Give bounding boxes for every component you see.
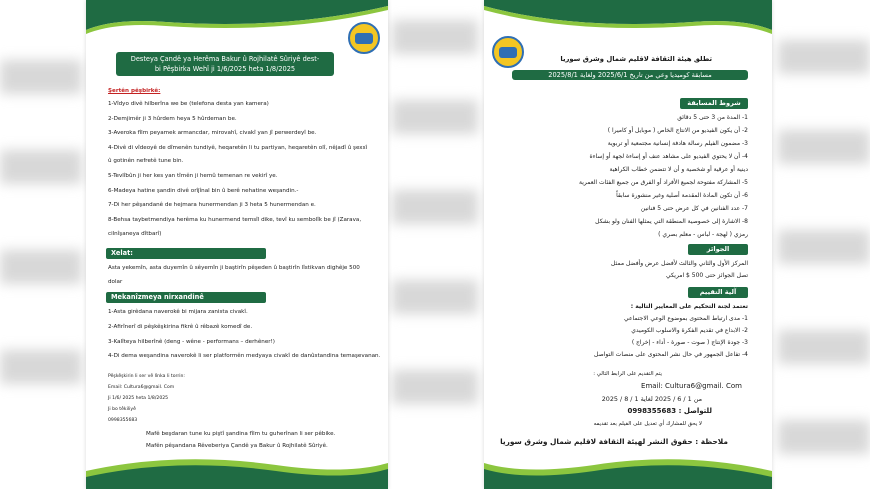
- mechanism-line: 1-Asta girêdana naverokê bi mijara zanista civakî.: [108, 309, 248, 315]
- contact-phone: للتواصل : 0998355683: [627, 407, 712, 415]
- contact-line: Pêşkêşkirin li ser vê lînka li torrin:: [108, 374, 185, 379]
- mechanism-line: 4- تفاعل الجمهور في حال نشر المحتوى على منصات التواصل: [594, 351, 748, 358]
- condition-line: 3-Averoka fîlm peyamek armancdar, mirovahî, civakî yan jî perwerdeyî be.: [108, 130, 317, 136]
- mechanism-line: 1- مدى ارتباط المحتوى بموضوع الوعي الاجتماعي: [623, 315, 748, 322]
- condition-line: رمزي ( لهجة - لباس - معلم بصري ): [658, 231, 748, 238]
- contact-dates: Ji 1/6/ 2025 heta 1/8/2025: [108, 396, 169, 401]
- prize-line: تصل الجوائز حتى 500 $ امريكي: [665, 272, 748, 279]
- condition-line: دينية أو عرقية أو شخصية و أن لا تتضمن خطاب الكراهية: [609, 166, 748, 173]
- bottom-wave-decoration: [484, 449, 772, 489]
- condition-line: 8- الاشارة إلى خصوصية المنطقة التي يمثلها الفنان ولو بشكل: [595, 218, 748, 225]
- mechanism-line: 3- جودة الإنتاج ( صوت - صورة - أداء - إخراج ): [631, 339, 748, 346]
- condition-line: 2-Demjimêr ji 3 hûrdem heya 5 hûrdeman be.: [108, 116, 237, 122]
- condition-line: û gotinên nefretê tune bin.: [108, 158, 184, 164]
- conditions-title: Şertên pêşbirkê:: [108, 88, 161, 94]
- mechanism-line: 2- الابداع في تقديم الفكرة والاسلوب الكوميدي: [631, 327, 748, 334]
- condition-line: cilnîşaneya dîtbarî): [108, 231, 162, 237]
- prizes-title: الجوائز: [688, 244, 748, 255]
- mechanism-line: 4-Di dema weşandina naverokê li ser platformên medyaya civakî de danûstandina temaşevanan.: [108, 353, 381, 359]
- kurdish-page: [86, 0, 388, 489]
- page-banner: مسابقة كوميديا وعي من تاريخ 2025/6/1 ولغاية 2025/8/1: [512, 70, 748, 80]
- culture-logo-icon: [348, 22, 380, 54]
- condition-line: 2- أن يكون الفيديو من الانتاج الخاص ( موبايل أو كاميرا ): [607, 127, 748, 134]
- condition-line: 1- المدة من 3 حتى 5 دقائق: [677, 114, 748, 121]
- contact-dates: من 1 / 6 / 2025 لغاية 1 / 8 / 2025: [601, 395, 702, 403]
- condition-line: 3- مضمون الفيلم رسالة هادفة إنسانية مجتمعية أو تربوية: [607, 140, 748, 147]
- contact-email: Email: Cultura6@gmail. Com: [108, 385, 175, 390]
- blurred-left-margin: [0, 0, 82, 489]
- condition-line: 6-Madeya hatine şandin divê orîjînal bin û berê nehatine weşandin.-: [108, 188, 299, 194]
- prize-line: dolar: [108, 279, 123, 285]
- blurred-center-gap: [392, 0, 478, 489]
- condition-line: 4-Divê di vîdeoyê de dîmenên tundiyê, heqaretên li tu partiyan, heqaretên olî, nêjadî û şexsî: [108, 145, 368, 151]
- condition-line: 6- أن تكون المادة المقدمة أصلية وغير منشورة سابقاً: [616, 192, 748, 199]
- blurred-right-margin: [778, 0, 870, 489]
- prizes-title: Xelat:: [106, 248, 266, 259]
- top-wave-decoration: [484, 0, 772, 34]
- mechanism-title: آلية التقييم: [688, 287, 748, 298]
- condition-line: 7-Di her pêşandanê de hejmara hunermendan ji 3 heta 5 hunermendan e.: [108, 202, 316, 208]
- prize-line: Asta yekemîn, asta duyemîn û sêyemîn ji baştirîn pêşeden û baştirîn lîstikvan dighêje 500: [108, 265, 360, 271]
- mechanism-line: 2-Afirînerî di pêşkêşkirina fikrê û rêbazê komedî de.: [108, 324, 253, 330]
- contact-line: يتم التقديم على الرابط التالي :: [593, 371, 662, 377]
- condition-line: 5-Tevlîbûn ji her kes yan tîmên ji hemû temenan re vekirî ye.: [108, 173, 278, 179]
- footer-line: Mafê beşdaran tune ku piştî şandina fîlm tu guherînan li ser pêbike.: [146, 431, 336, 437]
- footer-line: Mafên pêşandana Rêveberiya Çandê ya Bakur û Rojhilatê Sûriyê.: [146, 443, 328, 449]
- conditions-title: شروط المسابقة: [680, 98, 748, 109]
- bottom-wave-decoration: [86, 449, 388, 489]
- page-banner: Desteya Çandê ya Herêma Bakur û Rojhilatê Sûriyê dest- bi Pêşbirka Wehî ji 1/6/2025 heta 1/8/2025: [116, 52, 334, 76]
- mechanism-line: 3-Kalîteya hilberînê (deng - wêne - performans – derhêner!): [108, 339, 275, 345]
- copyright-note: ملاحظة : حقوق النشر لهيئة الثقافة لاقليم شمال وشرق سوريا: [500, 437, 728, 446]
- prize-line: المركز الأول والثاني والثالث لأفضل عرض وأفضل ممثل: [611, 260, 748, 267]
- contact-phone: 0998355683: [108, 418, 138, 423]
- page-title: تطلق هيئة الثقافة لاقليم شمال وشرق سوريا: [560, 55, 712, 63]
- condition-line: 5- المشاركة مفتوحة لجميع الأفراد أو الفرق من جميع الفئات العمرية: [579, 179, 748, 186]
- condition-line: 8-Behsa taybetmendiya herêma ku hunermend temsîl dike, tevî ku sembolîk be jî (Zarava,: [108, 217, 362, 223]
- condition-line: 1-Vîdyo divê hilberîna we be (telefona desta yan kamera): [108, 101, 269, 107]
- top-wave-decoration: [86, 0, 388, 34]
- condition-line: 4- أن لا يحتوي الفيديو على مشاهد عنف أو إساءة لجهة أو إساءة: [589, 153, 748, 160]
- culture-logo-icon: [492, 36, 524, 68]
- condition-line: 7- عدد الفنانين في كل عرض حتى 5 فنانين: [640, 205, 748, 212]
- mechanism-intro: تعتمد لجنة التحكيم على المعايير التالية :: [630, 303, 748, 310]
- contact-line: لا يحق للمشارك أي تعديل على الفيلم بعد تقديمه: [593, 421, 702, 427]
- arabic-page: [484, 0, 772, 489]
- mechanism-title: Mekanîzmeya nirxandinê: [106, 292, 266, 303]
- contact-line: Ji bo têkiliyê: [108, 407, 136, 412]
- contact-email: Email: Cultura6@gmail. Com: [641, 382, 742, 390]
